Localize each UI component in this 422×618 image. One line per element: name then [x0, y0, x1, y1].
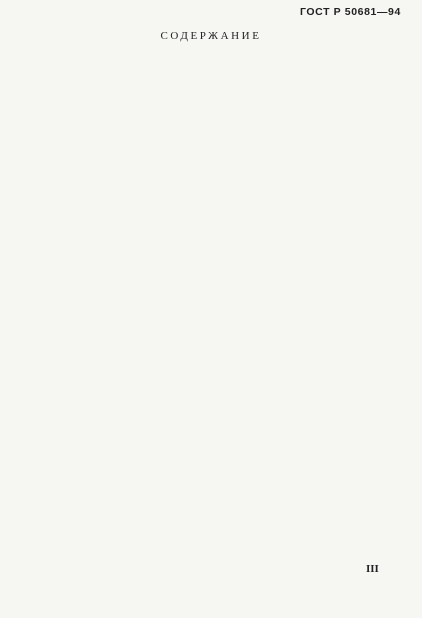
standard-code-header: ГОСТ Р 50681—94	[300, 6, 401, 18]
page-number: III	[366, 563, 379, 575]
page-title: СОДЕРЖАНИЕ	[160, 30, 262, 42]
